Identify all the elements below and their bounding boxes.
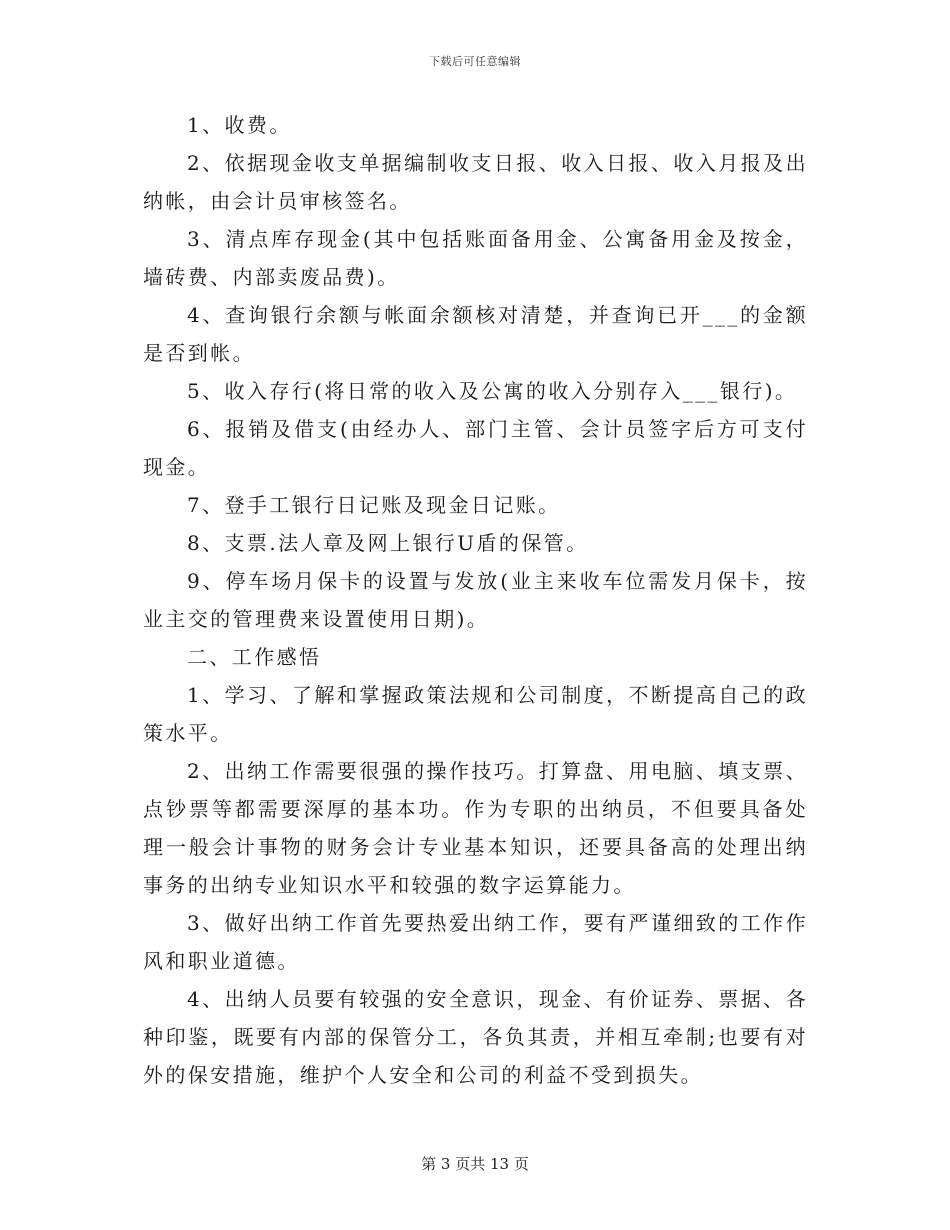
- page-header: 下载后可任意编辑: [429, 55, 521, 68]
- section-heading: 二、工作感悟: [187, 645, 322, 669]
- paragraph-9: 9、停车场月保卡的设置与发放(业主来收车位需发月保卡，按业主交的管理费来设置使用日期)。: [143, 569, 808, 631]
- paragraph-12: 3、做好出纳工作首先要热爱出纳工作，要有严谨细致的工作作风和职业道德。: [143, 911, 808, 973]
- paragraph-7: 7、登手工银行日记账及现金日记账。: [187, 493, 561, 517]
- page-footer: 第 3 页共 13 页: [421, 1155, 529, 1173]
- paragraph-6: 6、报销及借支(由经办人、部门主管、会计员签字后方可支付现金。: [143, 417, 808, 479]
- paragraph-13: 4、出纳人员要有较强的安全意识，现金、有价证券、票据、各种印鉴，既要有内部的保管分工，各负其责，并相互牵制;也要有对外的保安措施，维护个人安全和公司的利益不受到损失。: [143, 987, 808, 1087]
- document-body: [143, 106, 808, 1094]
- paragraph-4: 4、查询银行余额与帐面余额核对清楚，并查询已开___的金额是否到帐。: [143, 303, 808, 365]
- paragraph-5: 5、收入存行(将日常的收入及公寓的收入分别存入___银行)。: [187, 379, 798, 403]
- paragraph-1: 1、收费。: [187, 113, 292, 137]
- paragraph-8: 8、支票.法人章及网上银行U盾的保管。: [187, 531, 589, 555]
- paragraph-10: 1、学习、了解和掌握政策法规和公司制度，不断提高自己的政策水平。: [143, 683, 808, 745]
- paragraph-2: 2、依据现金收支单据编制收支日报、收入日报、收入月报及出纳帐，由会计员审核签名。: [143, 151, 808, 213]
- paragraph-3: 3、清点库存现金(其中包括账面备用金、公寓备用金及按金，墙砖费、内部卖废品费)。: [143, 227, 808, 289]
- paragraph-11: 2、出纳工作需要很强的操作技巧。打算盘、用电脑、填支票、点钞票等都需要深厚的基本功。作为专职的出纳员，不但要具备处理一般会计事物的财务会计专业基本知识，还要具备高的处理出纳事务的出纳专业知识水平和较强的数字运算能力。: [143, 759, 808, 897]
